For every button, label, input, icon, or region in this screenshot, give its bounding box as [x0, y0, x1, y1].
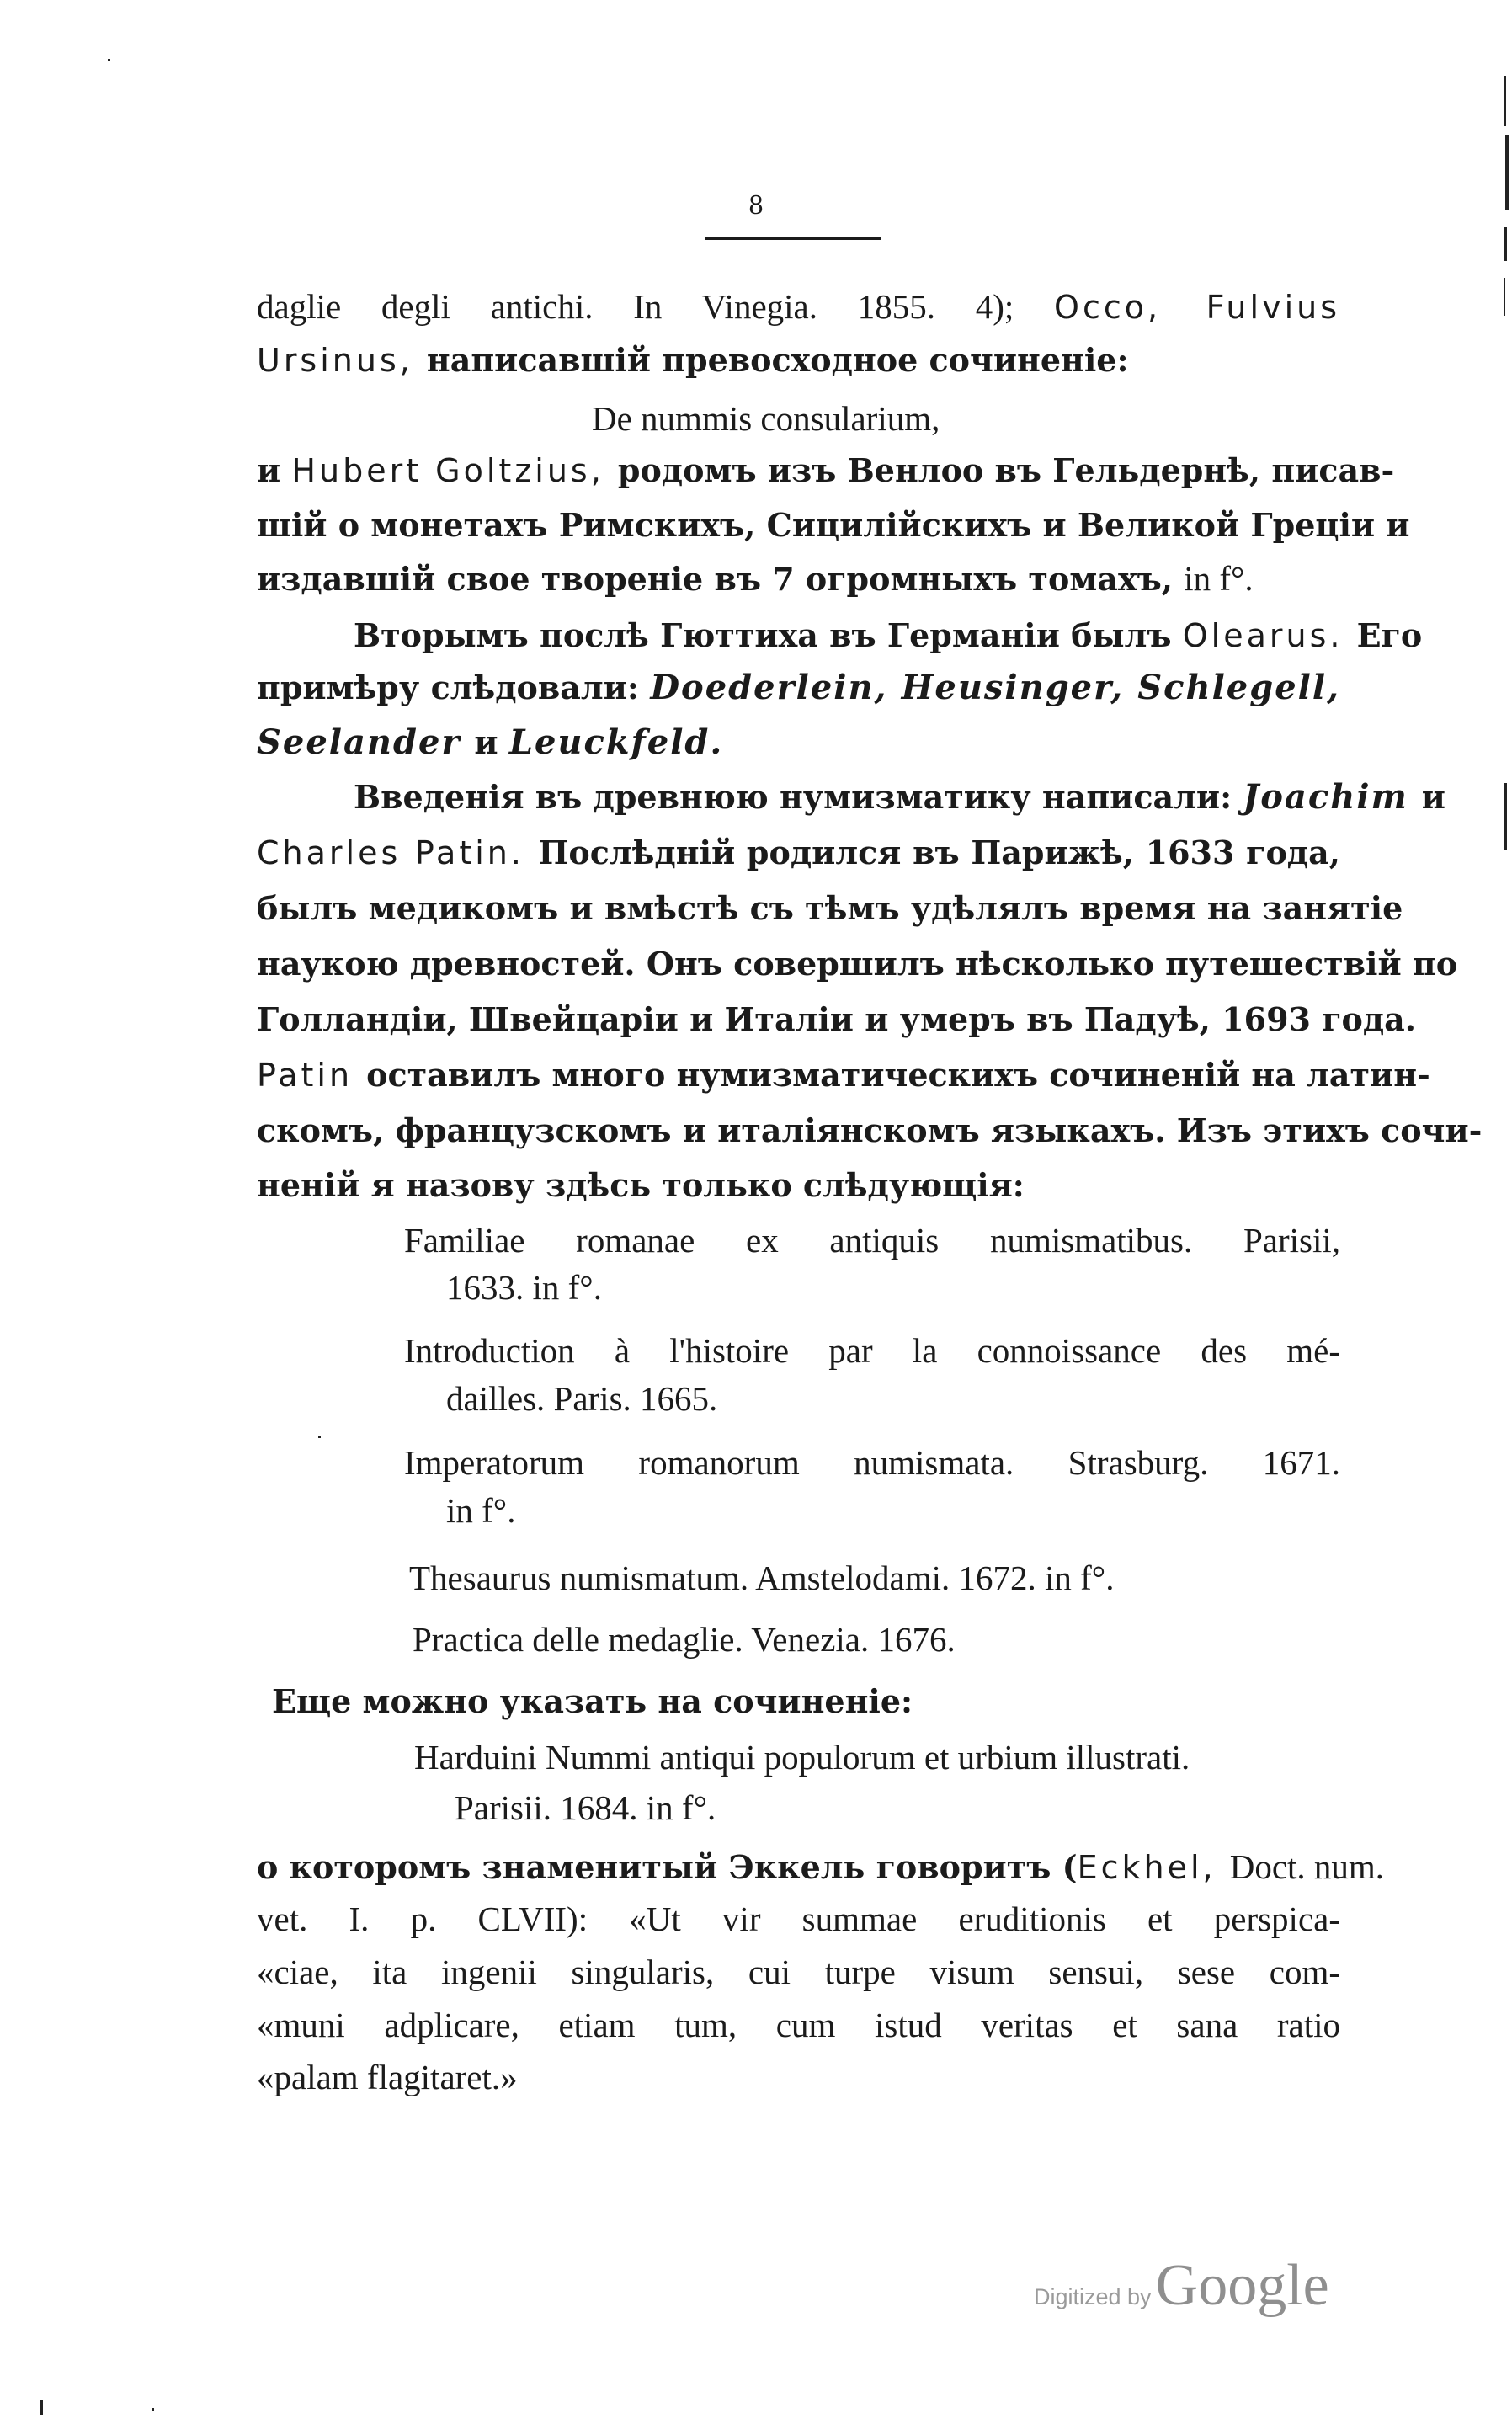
text-line	[257, 828, 1340, 877]
scan-edge-mark	[1504, 76, 1506, 126]
text-segment: Leuckfeld.	[508, 722, 724, 762]
text-line	[257, 2000, 1340, 2049]
text-segment: Charles Patin.	[257, 834, 539, 871]
text-line	[592, 394, 1181, 443]
text-segment: Occo, Fulvius	[1054, 289, 1341, 326]
text-segment: оставилъ много нумизматическихъ сочиненій на латин-	[366, 1056, 1430, 1094]
text-segment: in f°.	[446, 1491, 516, 1530]
text-segment: Imperatorum romanorum numismata. Strasburg. 1671.	[404, 1443, 1340, 1482]
text-line	[413, 1615, 1349, 1664]
page-number: 8	[748, 189, 764, 221]
header-rule	[705, 237, 881, 240]
text-segment: шій о монетахъ Римскихъ, Сицилійскихъ и Великой Греціи и	[257, 506, 1410, 544]
text-line	[257, 282, 1340, 332]
text-segment: о которомъ знаменитый Эккель говоритъ (	[257, 1848, 1078, 1886]
text-segment: Его	[1356, 616, 1423, 654]
text-line	[446, 1486, 1512, 1535]
text-segment: Patin	[257, 1057, 367, 1094]
text-segment: Еще можно указать на сочиненіе:	[272, 1682, 913, 1720]
digitized-watermark	[1034, 2252, 1329, 2320]
text-line	[257, 500, 1410, 550]
scan-edge-mark	[1504, 227, 1507, 261]
text-line	[404, 1438, 1340, 1487]
text-line	[354, 772, 1445, 822]
text-segment: «palam flagitaret.»	[257, 2058, 518, 2096]
text-segment: De nummis consularium,	[592, 399, 940, 438]
text-line	[409, 1553, 1345, 1602]
text-segment: «ciae, ita ingenii singularis, cui turpe visum sensui, sese com-	[257, 1953, 1340, 1991]
text-segment: издавшій свое твореніе въ 7 огромныхъ томахъ,	[257, 560, 1185, 598]
text-segment: и	[1421, 778, 1445, 816]
text-line	[257, 2053, 1340, 2102]
text-segment: примѣру слѣдовали:	[257, 669, 651, 706]
text-segment: и	[474, 723, 509, 761]
text-line	[404, 1216, 1340, 1265]
scan-edge-mark	[1505, 135, 1509, 210]
text-segment: Doederlein, Heusinger, Schlegell,	[650, 668, 1340, 707]
text-segment: Голландіи, Швейцаріи и Италіи и умеръ въ Падуѣ, 1693 года.	[257, 1000, 1416, 1038]
text-line	[455, 1783, 1512, 1832]
text-segment: и	[257, 451, 292, 489]
scan-edge-mark	[1504, 783, 1507, 850]
text-segment: Introduction à l'histoire par la connoissance des mé-	[404, 1331, 1340, 1370]
text-segment: Seelander	[257, 722, 475, 762]
google-logo: Google	[1155, 2253, 1329, 2318]
text-segment: родомъ изъ Венлоо въ Гельдернѣ, писав-	[617, 451, 1395, 489]
watermark-prefix: Digitized by	[1034, 2284, 1152, 2309]
scan-speck	[152, 2408, 154, 2411]
text-segment: Thesaurus numismatum. Amstelodami. 1672. in f°.	[409, 1558, 1115, 1597]
text-segment: daglie degli antichi. In Vinegia. 1855. 4);	[257, 287, 1055, 326]
text-segment: Doct. num.	[1229, 1847, 1385, 1886]
text-line	[257, 554, 1340, 604]
text-line	[257, 717, 1340, 767]
text-segment: Ursinus,	[257, 342, 427, 379]
text-segment: Joachim	[1243, 777, 1422, 817]
text-segment: vet. I. p. CLVII): «Ut vir summae eruditionis et perspica-	[257, 1899, 1340, 1938]
text-segment: наукою древностей. Онъ совершилъ нѣсколько путешествій по	[257, 945, 1458, 983]
text-segment: былъ медикомъ и вмѣстѣ съ тѣмъ удѣлялъ время на занятіе	[257, 889, 1403, 927]
text-line	[257, 1105, 1483, 1155]
text-segment: Введенія въ древнюю нумизматику написали:	[354, 778, 1243, 816]
text-line	[404, 1326, 1340, 1375]
text-line	[257, 1842, 1385, 1892]
text-segment: Послѣдній родился въ Парижѣ, 1633 года,	[538, 834, 1340, 871]
text-line	[414, 1733, 1350, 1782]
text-segment: Harduini Nummi antiqui populorum et urbium illustrati.	[414, 1738, 1190, 1777]
text-segment: Practica delle medaglie. Venezia. 1676.	[413, 1620, 956, 1659]
text-line	[257, 1947, 1340, 1996]
text-line	[257, 1160, 1340, 1210]
text-segment: «muni adplicare, etiam tum, cum istud veritas et sana ratio	[257, 2006, 1340, 2044]
text-segment: скомъ, французскомъ и италіянскомъ языкахъ. Изъ этихъ сочи-	[257, 1111, 1483, 1149]
text-line	[354, 610, 1423, 660]
text-segment: Вторымъ послѣ Гюттиха въ Германіи былъ	[354, 616, 1183, 654]
text-line	[257, 883, 1403, 933]
text-segment: Familiae romanae ex antiquis numismatibus. Parisii,	[404, 1221, 1340, 1260]
text-line	[446, 1263, 1512, 1312]
text-line	[257, 663, 1340, 712]
text-line	[257, 335, 1340, 385]
scan-edge-mark	[1504, 278, 1505, 316]
text-line	[257, 1050, 1430, 1100]
text-segment: dailles. Paris. 1665.	[446, 1379, 718, 1418]
text-segment: неній я назову здѣсь только слѣдующія:	[257, 1166, 1025, 1204]
text-line	[257, 994, 1416, 1044]
text-line	[257, 1894, 1340, 1943]
text-line	[257, 939, 1458, 988]
text-line	[257, 445, 1395, 495]
scan-edge-mark	[40, 2400, 43, 2415]
scan-speck	[108, 59, 110, 61]
text-segment: in f°.	[1184, 559, 1254, 598]
text-segment: написавшій превосходное сочиненіе:	[426, 341, 1129, 379]
text-segment: Eckhel,	[1077, 1849, 1230, 1886]
text-segment: Hubert Goltzius,	[291, 452, 618, 489]
scan-speck	[318, 1436, 321, 1438]
text-segment: 1633. in f°.	[446, 1268, 602, 1307]
text-segment: Parisii. 1684. in f°.	[455, 1788, 716, 1827]
text-line	[446, 1374, 1512, 1423]
text-line	[272, 1676, 1355, 1726]
text-segment: Olearus.	[1182, 617, 1357, 654]
